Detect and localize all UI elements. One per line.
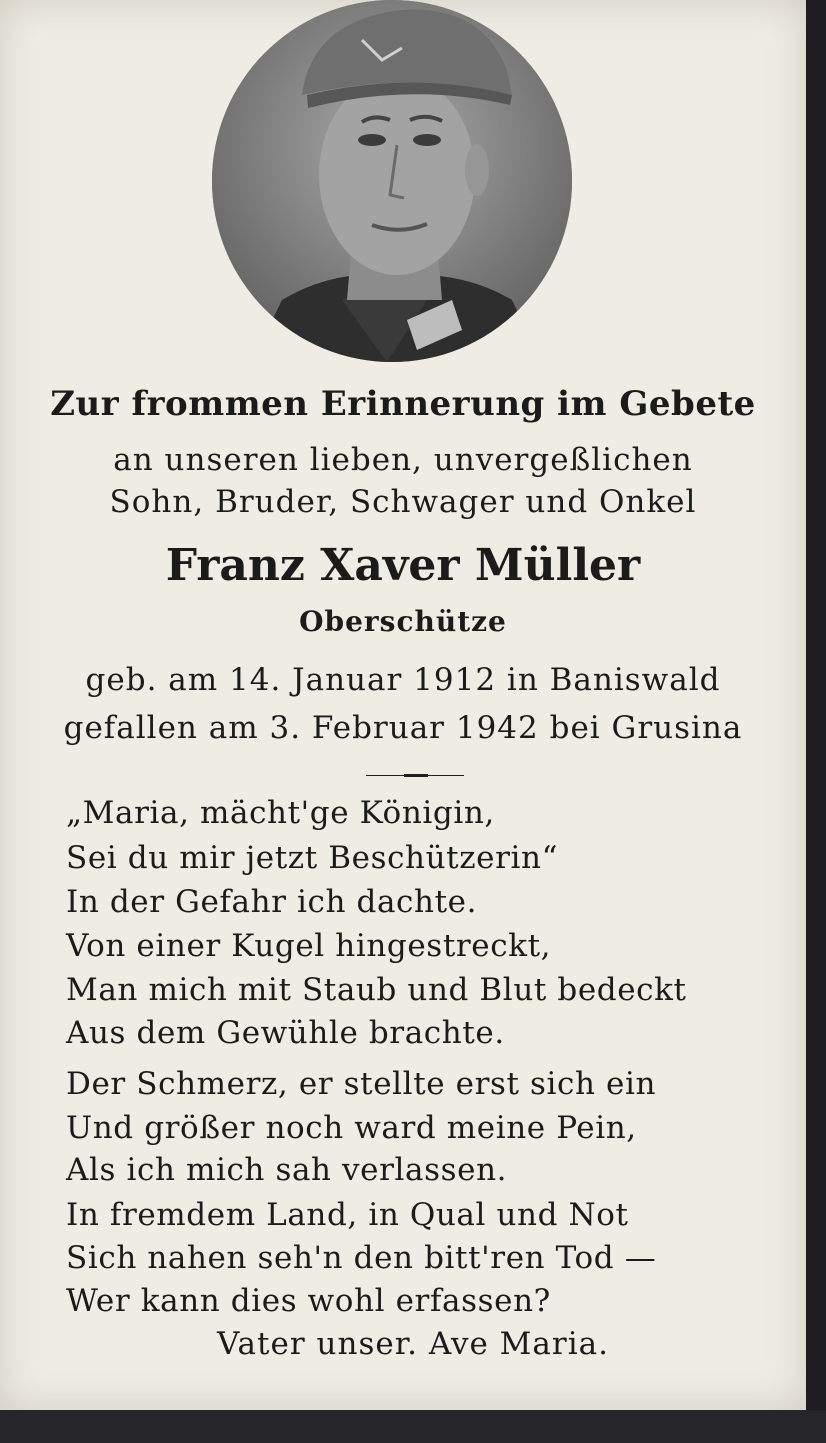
poem-line: Sei du mir jetzt Beschützerin“ xyxy=(66,840,559,876)
death-line: gefallen am 3. Februar 1942 bei Grusina xyxy=(63,710,743,746)
birth-line: geb. am 14. Januar 1912 in Baniswald xyxy=(85,662,721,698)
poem-line: In der Gefahr ich dachte. xyxy=(66,884,478,920)
military-rank: Oberschütze xyxy=(299,605,507,638)
poem-line: „Maria, mächt'ge Königin, xyxy=(66,795,495,831)
poem-line: In fremdem Land, in Qual und Not xyxy=(66,1197,629,1233)
poem-line: Als ich mich sah verlassen. xyxy=(66,1152,508,1188)
ornamental-divider xyxy=(366,774,464,778)
poem-line: Man mich mit Staub und Blut bedeckt xyxy=(66,972,687,1008)
closing-prayer: Vater unser. Ave Maria. xyxy=(217,1326,609,1362)
poem-line: Sich nahen seh'n den bitt'ren Tod — xyxy=(66,1240,657,1276)
poem-line: Aus dem Gewühle brachte. xyxy=(66,1015,505,1051)
poem-line: Und größer noch ward meine Pein, xyxy=(66,1110,637,1146)
soldier-portrait xyxy=(212,0,572,362)
background-edge xyxy=(0,1410,826,1443)
intro-line-2: Sohn, Bruder, Schwager und Onkel xyxy=(109,484,697,520)
poem-line: Wer kann dies wohl erfassen? xyxy=(66,1283,551,1319)
poem-line: Von einer Kugel hingestreckt, xyxy=(66,928,552,964)
deceased-name: Franz Xaver Müller xyxy=(165,540,641,591)
memorial-heading: Zur frommen Erinnerung im Gebete xyxy=(50,384,756,424)
poem-line: Der Schmerz, er stellte erst sich ein xyxy=(66,1066,657,1102)
intro-line-1: an unseren lieben, unvergeßlichen xyxy=(113,442,693,478)
